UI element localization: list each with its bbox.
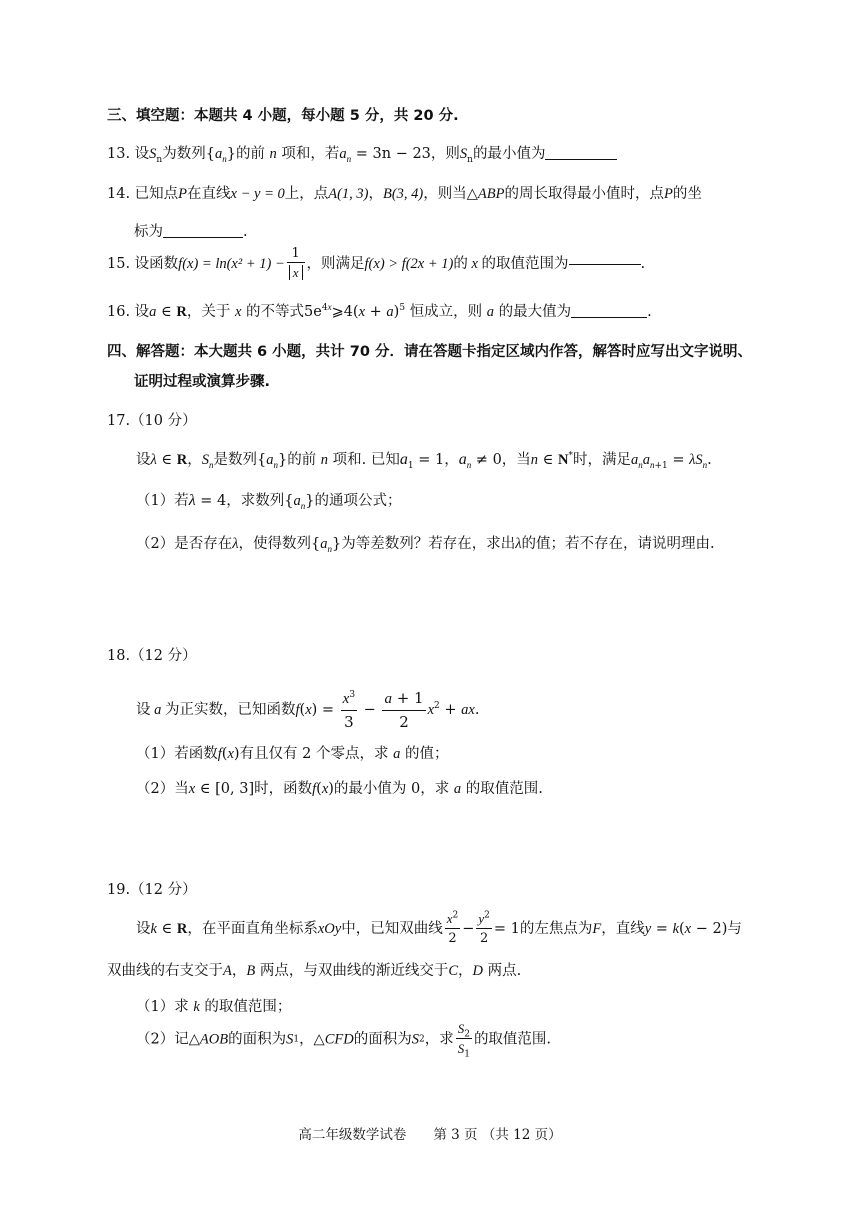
q17-text: 是数列 [213,452,257,468]
q17-part2-text: ，使得数列 [238,536,312,552]
q15-function: f(x) = ln(x² + 1) − [178,255,285,272]
q19-fraction-s: $\frac{S_2}{S_1}$ [457,1021,470,1060]
q14-text: 的周长取得最小值时，点 [504,186,664,202]
q14-text: 标为 [134,224,163,240]
q17-part1-text: 的通项公式； [314,493,402,509]
q17-text: ，当 [501,452,531,468]
q17-part2-text: 为等差数列？若存在，求出 [341,536,516,552]
q17-part2: （2）是否存在λ，使得数列$\{a_n\}$为等差数列？若存在，求出λ的值；若不存在，请说明理由. [136,536,715,554]
q13-formula: = 3n − 23 [355,146,431,162]
q17-part1: （1）若λ = 4，求数列$\{a_n\}$的通项公式； [136,492,402,511]
q14-point-p: P [664,186,673,202]
q15-text: ，则满足 [306,255,365,272]
q14-text: ， [368,186,383,202]
q18-stem: 设 a 为正实数，已知函数f(x) = $\frac{x^3}{3}$ − $\frac{a + 1}{2}$ $x^2$ + ax. [136,689,480,731]
q17-part1-text: ，求数列 [226,493,285,509]
q19-part2-text: 的面积为 [228,1031,287,1048]
q19-part2-text: 的面积为 [353,1031,412,1048]
q15-fraction [287,246,305,282]
q19-text: ，在平面直角坐标系 [187,920,318,937]
q13-text: 为数列 [162,146,206,162]
q18-part1-text: （1）若函数 [136,746,218,762]
q18-part2-text: 时，函数 [254,781,313,797]
q18-part1: （1）若函数f(x)有且仅有 2 个零点，求 a 的值； [136,746,449,762]
q19-text: 两点，与双曲线的渐近线交于 [259,963,449,979]
q14-triangle: ABP [477,186,505,202]
q18-fraction-1: $\frac{x^3}{3}$ [342,690,356,731]
q18-part2-text: （2）当 [136,781,189,797]
q14-point-a: A(1, 3) [328,186,369,202]
q13-text: 项和，若 [281,146,340,162]
q19-part2-text: （2）记△ [136,1031,200,1048]
q18-part2: （2）当x ∈ [0, 3]时，函数f(x)的最小值为 0，求 a 的取值范围. [136,781,543,797]
q16-number: 16. [107,304,131,320]
q16-text: ，关于 [186,304,231,320]
q19-text: 与 [727,920,742,937]
question-15: 15. 设函数f(x) = ln(x² + 1) − $\frac{1}{x}$ ，则满足f(x) > f(2x + 1)的 x 的取值范围为 . [107,246,646,280]
q17-text: 的前 [287,452,317,468]
q18-text: 为正实数，已知函数 [165,701,296,718]
q17-part1-text: （1）若 [136,493,189,509]
q19-text: 设 [136,920,151,937]
q16-text: 的最大值为 [498,304,572,320]
question-14-line2: 标为 . [134,224,248,240]
q14-text: 的坐 [672,186,702,202]
q17-text: ， [444,452,459,468]
q19-part1-text: （1）求 [136,999,189,1015]
q16-text: 恒成立，则 [409,304,483,320]
q19-fraction-x: $\frac{x^2}{2}$ [446,910,459,946]
q14-text: ，则当△ [423,186,478,202]
q16-text: 设 [134,304,150,320]
q14-number: 14. [107,186,131,202]
q14-line-equation: x − y = 0 [230,186,285,202]
q15-text: 的取值范围为 [481,255,569,272]
q16-answer-blank[interactable] [571,317,647,318]
q15-answer-blank[interactable] [569,264,641,265]
q19-part2: （2）记△AOB的面积为S1，△CFD的面积为S2，求 $\frac{S_2}{S_1}$ 的取值范围. [136,1021,552,1060]
q18-part2-text: 的最小值为 0，求 [333,781,450,797]
q14-answer-blank[interactable] [163,237,243,238]
q19-text: 的左焦点为 [519,920,593,937]
q18-header: 18.（12 分） [107,648,197,664]
q17-part2-text: （2）是否存在 [136,536,233,552]
section4-heading-line2: 证明过程或演算步骤. [134,374,271,390]
q17-text: 项和. 已知 [332,452,400,468]
q19-part2-text: ，△ [299,1031,325,1048]
question-14 [107,187,702,202]
q18-part2-text: 的取值范围. [465,781,543,797]
q19-fraction-y: $\frac{y^2}{2}$ [478,910,490,946]
q13-text: ，则 [430,146,460,162]
q17-part2-text: 的值；若不存在，请说明理由. [521,536,715,552]
q19-part1-text: 的取值范围； [204,999,292,1015]
q17-text: ， [187,452,202,468]
q14-text: 在直线 [187,186,231,202]
q19-part2-text: 的取值范围. [473,1031,552,1048]
q13-text: 的前 [235,146,265,162]
q19-stem: 设k ∈ R，在平面直角坐标系xOy中，已知双曲线 $\frac{x^2}{2}$ − $\frac{y^2}{2}$ = 1的左焦点为F，直线y = k(x − 2)与 [136,910,742,946]
q16-text: 的不等式 [246,304,305,320]
section3-heading: 三、填空题：本题共 4 小题，每小题 5 分，共 20 分. [107,108,459,124]
page-footer: 高二年级数学试卷 第 3 页 （共 12 页） [298,1127,562,1143]
question-13: 13. 设$S_n$为数列$\{a_n\}$的前 n 项和，若$a_n = 3n - 23$，则$S_n$的最小值为 [107,147,617,162]
q19-part2-text: ，求 [424,1031,454,1048]
q19-text: 中，已知双曲线 [341,920,443,937]
q19-text: 双曲线的右支交于 [107,963,223,979]
q13-text: 设 [134,146,150,162]
q18-text: 设 [136,701,151,718]
q14-point-p: P [178,186,188,202]
q19-stem-line2: 双曲线的右支交于A，B 两点，与双曲线的渐近线交于C，D 两点. [107,963,522,979]
q15-numerator: 1 [291,246,300,261]
q17-text: 设 [136,452,151,468]
section4-heading: 四、解答题：本大题共 6 小题，共计 70 分．请在答题卡指定区域内作答，解答时应写出文字说明、 [107,344,752,360]
q14-point-b: B(3, 4) [383,186,424,202]
q15-inequality: f(x) > f(2x + 1) [364,255,454,272]
q19-part1: （1）求 k 的取值范围； [136,999,292,1015]
q15-number: 15. [107,255,131,272]
q13-number: 13. [107,146,131,162]
q18-part1-text: 有且仅有 2 个零点，求 [239,746,389,762]
q18-part1-text: 的值； [404,746,449,762]
q13-answer-blank[interactable] [545,159,617,160]
q15-denominator: x [289,265,303,280]
q17-header: 17.（10 分） [107,413,197,429]
q19-text: 两点. [487,963,522,979]
q17-text: 时，满足 [572,452,631,468]
q19-header: 19.（12 分） [107,882,197,898]
q14-text: 已知点 [134,186,179,202]
q15-text: 设函数 [134,255,179,272]
q19-text: ，直线 [601,920,645,937]
q17-stem: 设λ ∈ R，$S_n$是数列$\{a_n\}$的前 n 项和. 已知$a_1 = 1$，$a_n \ne 0$，当n ∈ N*时，满足$a_na_{n+1} = \lambda S_n$. [136,451,712,471]
question-16: 16. 设a ∈ R，关于 x 的不等式$5e^{4x}⩾4(x + a)^5$ 恒成立，则 a 的最大值为 . [107,302,652,320]
q13-text: 的最小值为 [472,146,546,162]
q15-text: 的 [453,255,468,272]
q14-text: 上，点 [284,186,329,202]
q18-fraction-2: $\frac{a + 1}{2}$ [384,689,424,731]
